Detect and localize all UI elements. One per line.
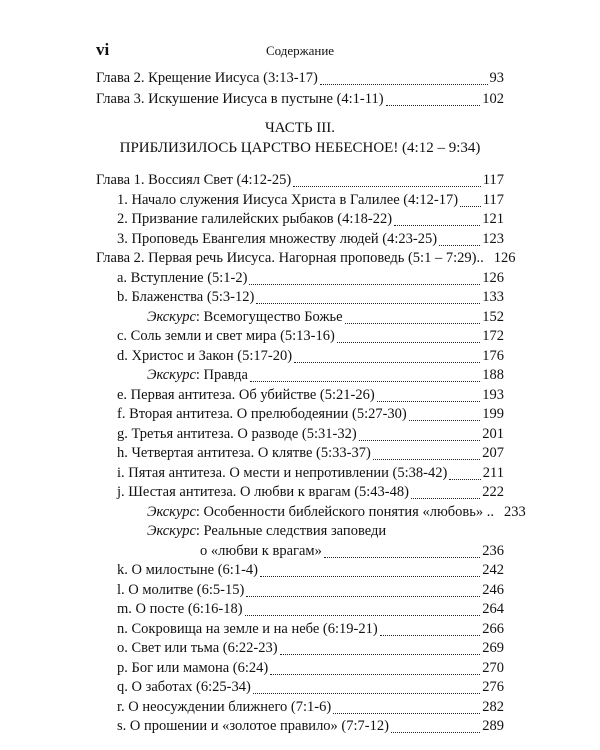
toc-entry-excursus[interactable]: Экскурс: Правда 188 bbox=[147, 367, 504, 383]
dot-leader bbox=[250, 381, 480, 382]
page-number: 264 bbox=[482, 601, 504, 617]
dot-leader bbox=[320, 84, 488, 85]
toc-entry[interactable]: d. Христос и Закон (5:17-20) 176 bbox=[117, 348, 504, 364]
toc-entry[interactable]: m. О посте (6:16-18) 264 bbox=[117, 601, 504, 617]
toc-entry[interactable]: Глава 1. Воссиял Свет (4:12-25) 117 bbox=[96, 172, 504, 188]
dot-leader bbox=[411, 498, 480, 499]
dot-leader bbox=[293, 186, 481, 187]
dot-leader bbox=[260, 576, 480, 577]
excursus-label: Экскурс bbox=[147, 309, 196, 325]
dot-leader bbox=[439, 245, 480, 246]
dot-leader bbox=[345, 323, 481, 324]
page-number: 102 bbox=[482, 91, 504, 107]
toc-entry[interactable]: h. Четвертая антитеза. О клятве (5:33-37) 207 bbox=[117, 445, 504, 461]
page-number: 152 bbox=[482, 309, 504, 325]
page-number: 199 bbox=[482, 406, 504, 422]
toc-entry[interactable]: Глава 2. Первая речь Иисуса. Нагорная проповедь (5:1 – 7:29).. 126 bbox=[96, 250, 516, 266]
dot-leader bbox=[270, 674, 480, 675]
dot-leader bbox=[394, 225, 480, 226]
toc-entry[interactable]: q. О заботах (6:25-34) 276 bbox=[117, 679, 504, 695]
toc-entry[interactable]: g. Третья антитеза. О разводе (5:31-32) 201 bbox=[117, 426, 504, 442]
page-number: 117 bbox=[482, 192, 504, 208]
toc-entry[interactable]: j. Шестая антитеза. О любви к врагам (5:43-48) 222 bbox=[117, 484, 504, 500]
page-number: 246 bbox=[482, 582, 504, 598]
running-title: Содержание bbox=[265, 43, 335, 58]
page-number: 276 bbox=[482, 679, 504, 695]
dot-leader bbox=[294, 362, 480, 363]
toc-entry[interactable]: s. О прошении и «золотое правило» (7:7-12) 289 bbox=[117, 718, 504, 734]
page-number: 176 bbox=[482, 348, 504, 364]
toc-entry[interactable]: c. Соль земли и свет мира (5:13-16) 172 bbox=[117, 328, 504, 344]
dot-leader bbox=[249, 284, 480, 285]
dot-leader bbox=[380, 635, 481, 636]
page-folio: vi bbox=[96, 40, 110, 59]
dot-leader bbox=[386, 105, 481, 106]
toc-entry[interactable]: l. О молитве (6:5-15) 246 bbox=[117, 582, 504, 598]
excursus-label: Экскурс bbox=[147, 504, 196, 520]
dot-leader bbox=[373, 459, 480, 460]
dot-leader bbox=[253, 693, 480, 694]
page-number: 211 bbox=[482, 465, 504, 481]
toc-entry[interactable]: a. Вступление (5:1-2) 126 bbox=[117, 270, 504, 286]
toc-entry[interactable]: 1. Начало служения Иисуса Христа в Галилее (4:12-17) 117 bbox=[117, 192, 504, 208]
dot-leader bbox=[409, 420, 480, 421]
dot-leader bbox=[280, 654, 481, 655]
dot-leader bbox=[377, 401, 481, 402]
page-number: 193 bbox=[482, 387, 504, 403]
toc-entry[interactable]: Глава 3. Искушение Иисуса в пустыне (4:1-11) 102 bbox=[96, 91, 504, 107]
toc-entry[interactable]: Глава 2. Крещение Иисуса (3:13-17) 93 bbox=[96, 70, 504, 86]
page-number: 270 bbox=[482, 660, 504, 676]
toc-entry[interactable]: i. Пятая антитеза. О мести и непротивлении (5:38-42) 211 bbox=[117, 465, 504, 481]
page-number: 117 bbox=[482, 172, 504, 188]
dot-leader bbox=[246, 596, 480, 597]
page-number: 188 bbox=[482, 367, 504, 383]
excursus-label: Экскурс bbox=[147, 523, 196, 539]
toc-entry[interactable]: n. Сокровища на земле и на небе (6:19-21) 266 bbox=[117, 621, 504, 637]
page-number: 242 bbox=[482, 562, 504, 578]
page-number: 269 bbox=[482, 640, 504, 656]
toc-entry-excursus[interactable]: Экскурс: Всемогущество Божье 152 bbox=[147, 309, 504, 325]
excursus-label: Экскурс bbox=[147, 367, 196, 383]
toc-entry[interactable]: r. О неосуждении ближнего (7:1-6) 282 bbox=[117, 699, 504, 715]
page-header bbox=[96, 40, 504, 62]
dot-leader bbox=[391, 732, 480, 733]
toc-entry[interactable]: 3. Проповедь Евангелия множеству людей (4:23-25) 123 bbox=[117, 231, 504, 247]
page-number: 282 bbox=[482, 699, 504, 715]
dot-leader bbox=[324, 557, 480, 558]
page-number: 133 bbox=[482, 289, 504, 305]
page-number: 236 bbox=[482, 543, 504, 559]
page-number: 172 bbox=[482, 328, 504, 344]
toc-entry[interactable]: o. Свет или тьма (6:22-23) 269 bbox=[117, 640, 504, 656]
page-number: 126 bbox=[482, 270, 504, 286]
page-number: 123 bbox=[482, 231, 504, 247]
toc-entry-excursus[interactable]: Экскурс: Реальные следствия заповеди bbox=[147, 523, 387, 539]
page-number: 222 bbox=[482, 484, 504, 500]
page-number: 233 bbox=[504, 504, 526, 520]
page-number: 126 bbox=[493, 250, 516, 266]
dot-leader bbox=[359, 440, 481, 441]
toc-entry[interactable]: k. О милостыне (6:1-4) 242 bbox=[117, 562, 504, 578]
page-number: 93 bbox=[489, 70, 504, 86]
dot-leader bbox=[245, 615, 481, 616]
toc-entry[interactable]: 2. Призвание галилейских рыбаков (4:18-22) 121 bbox=[117, 211, 504, 227]
dot-leader bbox=[333, 713, 480, 714]
part-subtitle: ПРИБЛИЗИЛОСЬ ЦАРСТВО НЕБЕСНОЕ! (4:12 – 9:34) bbox=[119, 140, 481, 156]
part-title: ЧАСТЬ III. bbox=[264, 120, 336, 136]
toc-entry[interactable]: p. Бог или мамона (6:24) 270 bbox=[117, 660, 504, 676]
page-number: 121 bbox=[482, 211, 504, 227]
toc-entry-continuation[interactable]: о «любви к врагам» 236 bbox=[200, 543, 504, 559]
page-number: 266 bbox=[482, 621, 504, 637]
toc-entry[interactable]: f. Вторая антитеза. О прелюбодеянии (5:27-30) 199 bbox=[117, 406, 504, 422]
dot-leader bbox=[449, 479, 480, 480]
dot-leader bbox=[256, 303, 480, 304]
dot-leader bbox=[460, 206, 481, 207]
page-number: 289 bbox=[482, 718, 504, 734]
toc-entry[interactable]: b. Блаженства (5:3-12) 133 bbox=[117, 289, 504, 305]
dot-leader bbox=[337, 342, 480, 343]
toc-entry[interactable]: e. Первая антитеза. Об убийстве (5:21-26) 193 bbox=[117, 387, 504, 403]
page-number: 201 bbox=[482, 426, 504, 442]
toc-entry-excursus[interactable]: Экскурс: Особенности библейского понятия «любовь» .. 233 bbox=[147, 504, 526, 520]
page-number: 207 bbox=[482, 445, 504, 461]
